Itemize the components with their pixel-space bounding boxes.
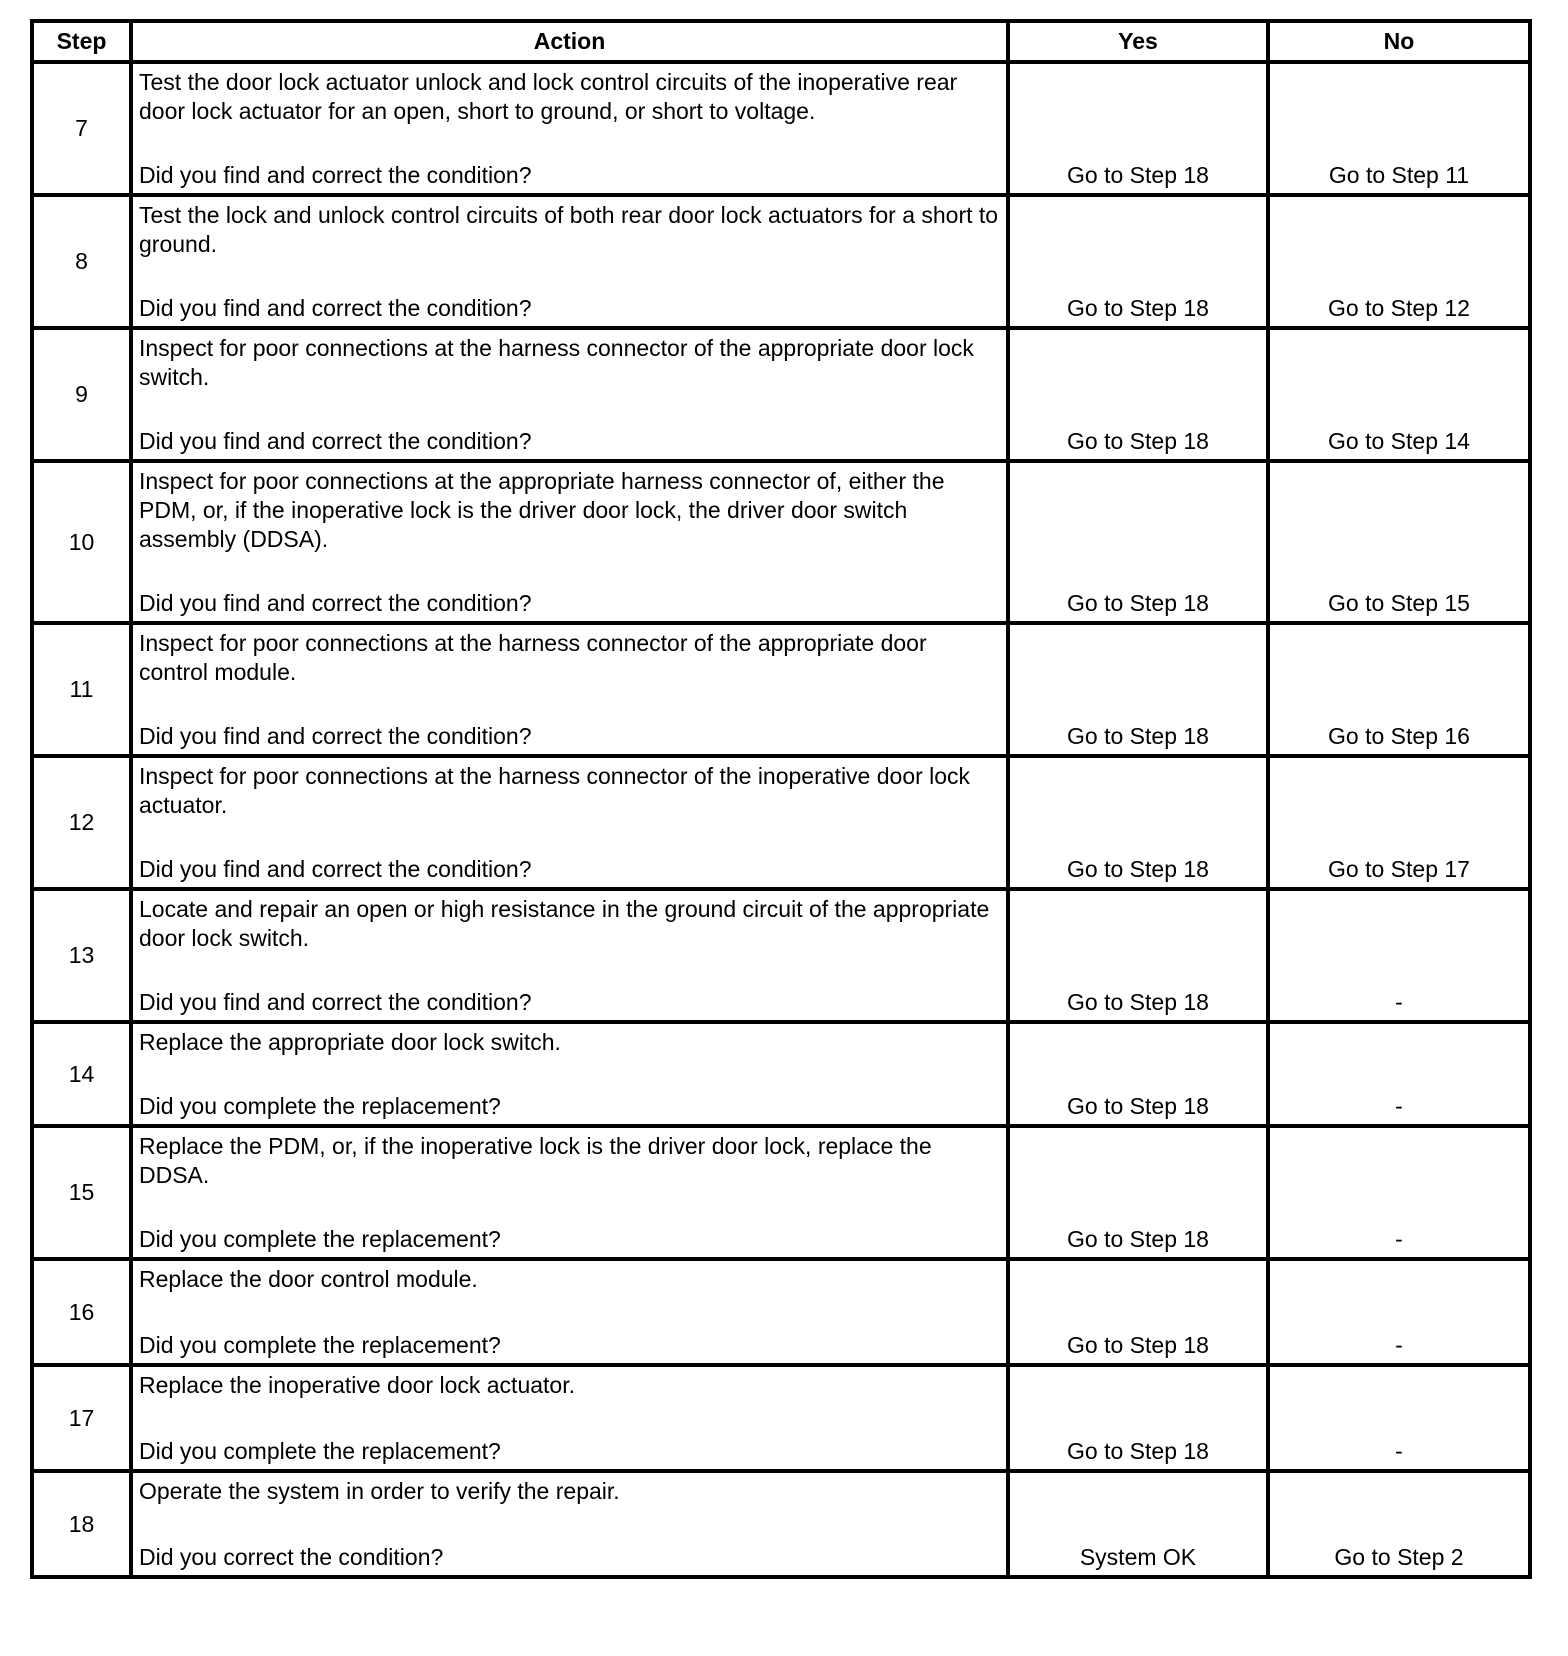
step-number: 17 — [32, 1365, 131, 1471]
step-number: 16 — [32, 1259, 131, 1365]
action-question: Did you complete the replacement? — [139, 1332, 501, 1358]
yes-result: Go to Step 18 — [1008, 756, 1268, 889]
step-number: 12 — [32, 756, 131, 889]
action-question: Did you find and correct the condition? — [139, 723, 532, 749]
table-row — [32, 328, 1530, 461]
action-question: Did you complete the replacement? — [139, 1438, 501, 1464]
header-action: Action — [131, 21, 1008, 62]
table-row — [32, 461, 1530, 623]
no-result: Go to Step 15 — [1268, 461, 1530, 623]
yes-result: Go to Step 18 — [1008, 461, 1268, 623]
no-result: Go to Step 12 — [1268, 195, 1530, 328]
table-row — [32, 889, 1530, 1022]
step-number: 9 — [32, 328, 131, 461]
step-number: 18 — [32, 1471, 131, 1577]
action-cell — [131, 62, 1008, 195]
action-cell — [131, 1022, 1008, 1126]
step-number: 8 — [32, 195, 131, 328]
header-step: Step — [32, 21, 131, 62]
table-row — [32, 1126, 1530, 1259]
action-cell — [131, 756, 1008, 889]
yes-result: Go to Step 18 — [1008, 1259, 1268, 1365]
action-cell — [131, 889, 1008, 1022]
yes-result: Go to Step 18 — [1008, 1022, 1268, 1126]
action-question: Did you find and correct the condition? — [139, 428, 532, 454]
action-text: Test the door lock actuator unlock and lock control circuits of the inoperative rear door lock actuator for an open, short to ground, or short to voltage. — [139, 69, 958, 124]
action-question: Did you find and correct the condition? — [139, 162, 532, 188]
step-number: 14 — [32, 1022, 131, 1126]
no-result: Go to Step 11 — [1268, 62, 1530, 195]
action-text: Inspect for poor connections at the harness connector of the appropriate door lock switch. — [139, 335, 974, 390]
action-text: Replace the appropriate door lock switch. — [139, 1029, 561, 1055]
action-text: Replace the door control module. — [139, 1266, 478, 1292]
no-result: - — [1268, 1022, 1530, 1126]
no-result: Go to Step 2 — [1268, 1471, 1530, 1577]
no-result: Go to Step 16 — [1268, 623, 1530, 756]
action-text: Replace the PDM, or, if the inoperative lock is the driver door lock, replace the DDSA. — [139, 1133, 932, 1188]
action-text: Test the lock and unlock control circuits of both rear door lock actuators for a short to ground. — [139, 202, 999, 257]
diagnostic-steps-table — [30, 19, 1532, 1579]
table-row — [32, 623, 1530, 756]
yes-result: System OK — [1008, 1471, 1268, 1577]
yes-result: Go to Step 18 — [1008, 62, 1268, 195]
yes-result: Go to Step 18 — [1008, 889, 1268, 1022]
step-number: 11 — [32, 623, 131, 756]
action-text: Inspect for poor connections at the harness connector of the appropriate door control module. — [139, 630, 927, 685]
action-question: Did you find and correct the condition? — [139, 856, 532, 882]
action-question: Did you correct the condition? — [139, 1544, 444, 1570]
action-question: Did you complete the replacement? — [139, 1226, 501, 1252]
table-row — [32, 1022, 1530, 1126]
header-row — [32, 21, 1530, 62]
action-cell — [131, 1471, 1008, 1577]
no-result: - — [1268, 1365, 1530, 1471]
table-row — [32, 62, 1530, 195]
action-cell — [131, 328, 1008, 461]
no-result: - — [1268, 889, 1530, 1022]
header-yes: Yes — [1008, 21, 1268, 62]
action-text: Inspect for poor connections at the appropriate harness connector of, either the PDM, or, if the inoperative lock is the driver door lock, the driver door switch assembly (DDSA). — [139, 468, 945, 552]
step-number: 13 — [32, 889, 131, 1022]
action-question: Did you find and correct the condition? — [139, 295, 532, 321]
step-number: 15 — [32, 1126, 131, 1259]
action-text: Inspect for poor connections at the harness connector of the inoperative door lock actuator. — [139, 763, 971, 818]
yes-result: Go to Step 18 — [1008, 1126, 1268, 1259]
action-question: Did you find and correct the condition? — [139, 590, 532, 616]
no-result: Go to Step 17 — [1268, 756, 1530, 889]
table-row — [32, 195, 1530, 328]
action-question: Did you find and correct the condition? — [139, 989, 532, 1015]
no-result: Go to Step 14 — [1268, 328, 1530, 461]
table-row — [32, 1259, 1530, 1365]
no-result: - — [1268, 1126, 1530, 1259]
action-text: Operate the system in order to verify the repair. — [139, 1478, 620, 1504]
table-row — [32, 1365, 1530, 1471]
step-number: 10 — [32, 461, 131, 623]
yes-result: Go to Step 18 — [1008, 328, 1268, 461]
no-result: - — [1268, 1259, 1530, 1365]
action-cell — [131, 1365, 1008, 1471]
action-text: Locate and repair an open or high resistance in the ground circuit of the appropriate door lock switch. — [139, 896, 990, 951]
yes-result: Go to Step 18 — [1008, 623, 1268, 756]
header-no: No — [1268, 21, 1530, 62]
action-cell — [131, 1126, 1008, 1259]
action-text: Replace the inoperative door lock actuator. — [139, 1372, 575, 1398]
step-number: 7 — [32, 62, 131, 195]
action-cell — [131, 195, 1008, 328]
yes-result: Go to Step 18 — [1008, 1365, 1268, 1471]
action-cell — [131, 623, 1008, 756]
action-cell — [131, 461, 1008, 623]
table-row — [32, 1471, 1530, 1577]
yes-result: Go to Step 18 — [1008, 195, 1268, 328]
action-cell — [131, 1259, 1008, 1365]
table-row — [32, 756, 1530, 889]
action-question: Did you complete the replacement? — [139, 1093, 501, 1119]
